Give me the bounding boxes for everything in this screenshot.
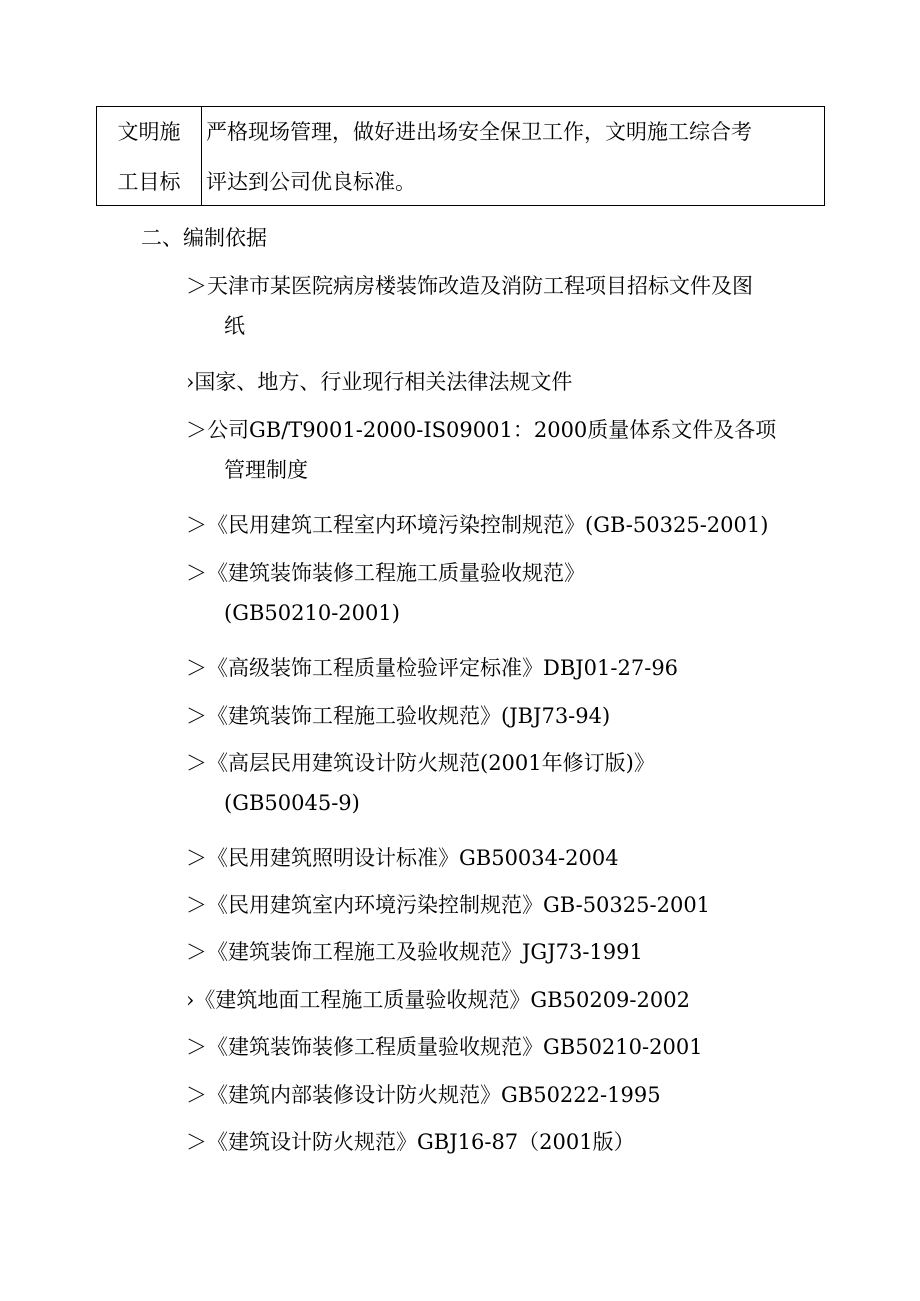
basis-item-text: 《建筑设计防火规范》GBJ16-87（2001版） <box>207 1130 635 1154</box>
basis-item-text: 《建筑装饰装修工程质量验收规范》GB50210-2001 <box>207 1035 703 1059</box>
bullet-marker: ＞ <box>186 274 207 298</box>
bullet-marker: ＞ <box>186 704 207 728</box>
basis-item <box>186 410 776 490</box>
basis-item-text: 《高层民用建筑设计防火规范(2001年修订版)》 <box>207 751 655 775</box>
basis-item <box>186 932 643 972</box>
bullet-marker: ＞ <box>186 1035 207 1059</box>
basis-item-text: 公司GB/T9001-2000-IS09001：2000质量体系文件及各项 <box>207 418 777 442</box>
basis-item-text: 《建筑装饰装修工程施工质量验收规范》 <box>207 561 585 585</box>
goal-content-cell <box>202 107 824 205</box>
basis-item <box>186 1122 635 1162</box>
bullet-marker: ＞ <box>186 1083 207 1107</box>
basis-item <box>186 266 753 346</box>
basis-item <box>186 1027 703 1067</box>
basis-item-text: 《民用建筑室内环境污染控制规范》GB-50325-2001 <box>207 893 711 917</box>
basis-item-text: 《民用建筑照明设计标准》GB50034-2004 <box>207 846 619 870</box>
basis-item <box>186 980 690 1020</box>
basis-item-continuation: 纸 <box>224 314 245 338</box>
basis-item-text: 《建筑地面工程施工质量验收规范》GB50209-2002 <box>194 988 690 1012</box>
goal-label-line2: 工目标 <box>117 170 181 194</box>
bullet-marker: ＞ <box>186 656 207 680</box>
basis-item <box>186 505 768 545</box>
basis-item <box>186 885 710 925</box>
basis-item <box>186 553 585 633</box>
bullet-marker: ＞ <box>186 846 207 870</box>
bullet-marker: ＞ <box>186 751 207 775</box>
basis-item <box>186 1075 661 1115</box>
civilized-construction-goal-table <box>96 106 825 206</box>
bullet-marker: ＞ <box>186 940 207 964</box>
goal-content-line2: 评达到公司优良标准。 <box>206 170 416 194</box>
bullet-marker: ＞ <box>186 513 207 537</box>
basis-item <box>186 743 655 823</box>
basis-item-continuation: (GB50210-2001) <box>224 601 400 625</box>
bullet-marker: › <box>186 988 195 1012</box>
basis-item <box>186 838 619 878</box>
bullet-marker: ＞ <box>186 418 207 442</box>
basis-item-text: 《建筑内部装修设计防火规范》GB50222-1995 <box>207 1083 661 1107</box>
basis-item-text: 《建筑装饰工程施工验收规范》(JBJ73-94) <box>207 704 611 728</box>
section-heading: 二、编制依据 <box>141 226 267 250</box>
basis-item-text: 国家、地方、行业现行相关法律法规文件 <box>194 370 573 394</box>
basis-item-continuation: (GB50045-9) <box>224 791 360 815</box>
basis-item-continuation: 管理制度 <box>224 458 308 482</box>
bullet-marker: ＞ <box>186 561 207 585</box>
bullet-marker: ＞ <box>186 893 207 917</box>
basis-item <box>186 362 572 402</box>
basis-item-text: 《民用建筑工程室内环境污染控制规范》(GB-50325-2001) <box>207 513 769 537</box>
basis-item-text: 天津市某医院病房楼装饰改造及消防工程项目招标文件及图 <box>207 274 753 298</box>
goal-label-line1: 文明施 <box>117 120 181 144</box>
bullet-marker: ＞ <box>186 1130 207 1154</box>
basis-item <box>186 696 610 736</box>
basis-item-text: 《建筑装饰工程施工及验收规范》JGJ73-1991 <box>207 940 643 964</box>
goal-label-cell <box>97 107 202 205</box>
bullet-marker: › <box>186 370 195 394</box>
goal-content-line1: 严格现场管理，做好进出场安全保卫工作，文明施工综合考 <box>206 120 752 144</box>
basis-item-text: 《高级装饰工程质量检验评定标准》DBJ01-27-96 <box>207 656 679 680</box>
basis-item <box>186 648 678 688</box>
